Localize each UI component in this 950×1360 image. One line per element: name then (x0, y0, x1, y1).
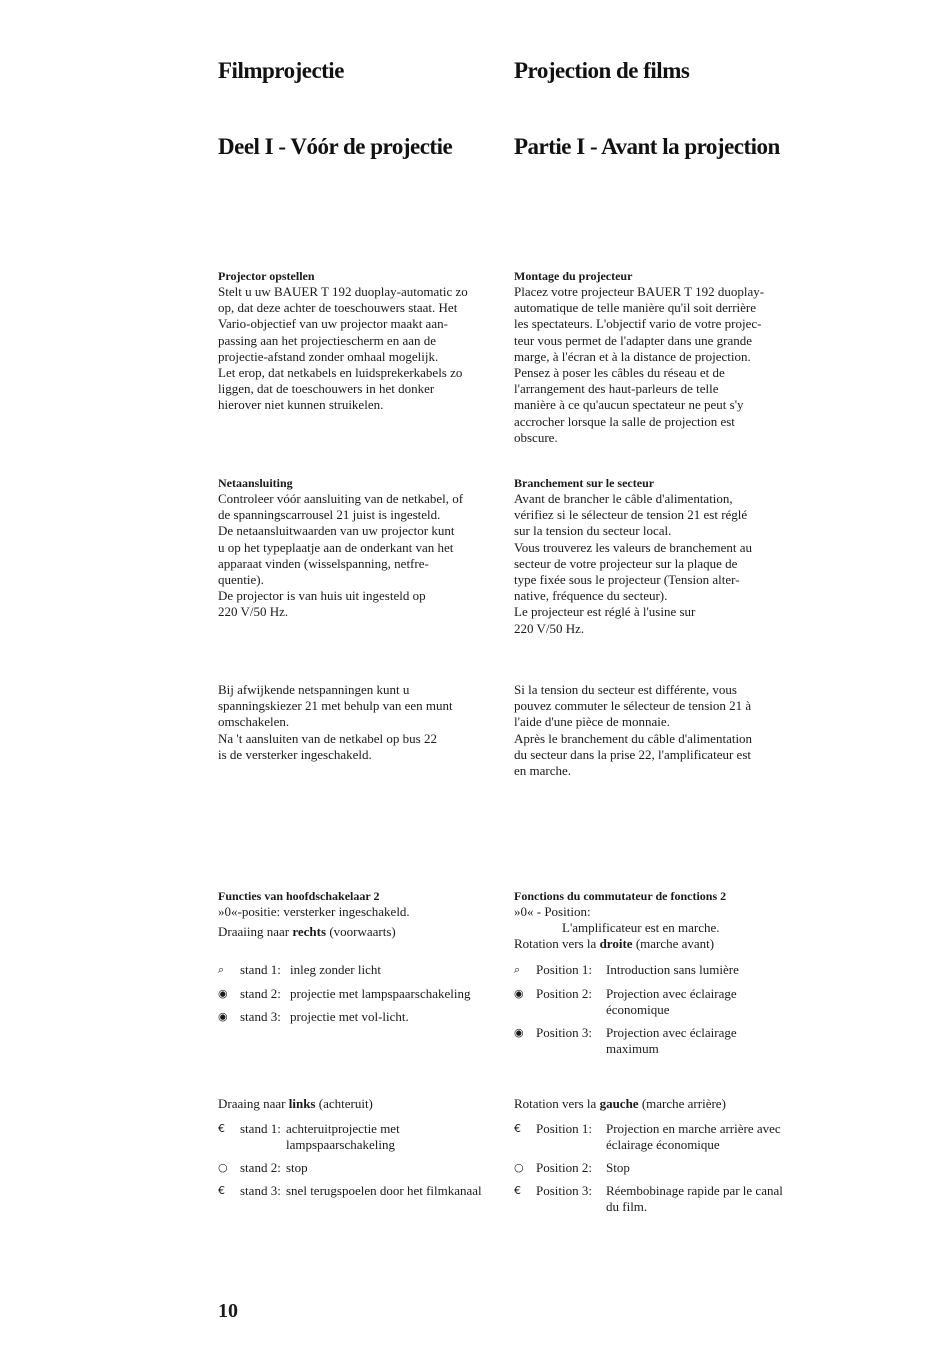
nl-setup-section (218, 268, 518, 414)
nl-main-title: Filmprojectie (218, 58, 344, 83)
nl-part-title-block (218, 134, 518, 160)
fr-reverse-text-2: Stop (606, 1160, 630, 1175)
nl-forward-item-1 (218, 962, 518, 978)
nl-reverse-item-2 (218, 1160, 518, 1176)
nl-forward-item-2 (218, 986, 518, 1002)
fr-forward-item-2 (514, 986, 814, 1018)
fr-forward-item-3 (514, 1025, 814, 1057)
fr-rotation-right (514, 936, 814, 952)
fr-reverse-text-1: Projection en marche arrière avec éclairage économique (606, 1121, 781, 1152)
fr-functions-section (514, 888, 814, 1068)
fr-reverse-item-1 (514, 1121, 814, 1153)
fr-zero-position: »0« - Position: (514, 904, 591, 919)
fr-reverse-item-3 (514, 1183, 814, 1215)
nl-reverse-text-3: snel terugspoelen door het filmkanaal (286, 1183, 482, 1198)
stop-icon: ○ (514, 1161, 524, 1174)
fr-reverse-label-3: Position 3: (536, 1183, 592, 1198)
nl-setup-title: Projector opstellen (218, 269, 315, 283)
fr-forward-text-3: Projection avec éclairage maximum (606, 1025, 737, 1056)
nl-forward-text-2: projectie met lampspaarschakeling (290, 986, 471, 1001)
nl-forward-text-1: inleg zonder licht (290, 962, 381, 977)
rewind-icon: € (514, 1184, 521, 1197)
fr-zero-text: L'amplificateur est en marche. (562, 920, 720, 936)
nl-reverse-label-1: stand 1: (240, 1121, 281, 1136)
lamp-economy-icon: ◉ (218, 987, 228, 1000)
nl-right-prefix: Draaiing naar (218, 924, 293, 940)
fr-reverse-item-2 (514, 1160, 814, 1176)
nl-reverse-text-1: achteruitprojectie met lampspaarschakeling (286, 1121, 400, 1152)
reverse-economy-icon: € (514, 1122, 521, 1135)
nl-part-title: Deel I - Vóór de projectie (218, 134, 453, 159)
nl-left-prefix: Draaing naar (218, 1096, 289, 1111)
nl-reverse-item-1 (218, 1121, 518, 1153)
fr-setup-section (514, 268, 814, 446)
nl-right-bold: rechts (292, 924, 327, 940)
fr-main-title: Projection de films (514, 58, 690, 83)
lamp-economy-icon: ◉ (514, 987, 524, 1000)
nl-reverse-text-2: stop (286, 1160, 308, 1175)
fr-mains-text: Avant de brancher le câble d'alimentation, vérifiez si le sélecteur de tension 21 est réglé sur la tension du secteur local. Vous trouverez les valeurs de branchement au secteur de votre projecteur sur la plaque de type fixée sous le projecteur (Tension alter- native, fréquence du secteur). Le projecteur est réglé à l'usine sur 220 V/50 Hz. (514, 491, 753, 636)
fr-reverse-section (514, 1096, 814, 1226)
fr-right-prefix: Rotation vers la (514, 936, 600, 952)
nl-mains-section (218, 475, 518, 621)
fr-part-title-block (514, 134, 814, 160)
fr-reverse-label-1: Position 1: (536, 1121, 592, 1136)
fr-right-suffix: (marche avant) (632, 936, 715, 952)
nl-functions-section (218, 888, 518, 1038)
nl-reverse-item-3 (218, 1183, 518, 1199)
nl-mains-text: Controleer vóór aansluiting van de netkabel, of de spanningscarrousel 21 juist is ingesteld. De netaansluitwaarden van uw projector kunt u op het typeplaatje aan de onderkant van het apparaat vinden (wisselspanning, netfre- quentie). De projector is van huis uit ingesteld op 220 V/50 Hz. (218, 491, 464, 620)
fr-voltage-text: Si la tension du secteur est différente, vous pouvez commuter le sélecteur de tension 21 à l'aide d'une pièce de monnaie. Après le branchement du câble d'alimentation du secteur dans la prise 22, l'amplificateur est en marche. (514, 682, 753, 779)
nl-voltage-text: Bij afwijkende netspanningen kunt u spanningskiezer 21 met behulp van een munt omschakelen. Na 't aansluiten van de netkabel op bus 22 is de versterker ingeschakeld. (218, 682, 453, 762)
fr-forward-text-1: Introduction sans lumière (606, 962, 739, 977)
fr-setup-title: Montage du projecteur (514, 269, 633, 283)
lamp-full-icon: ◉ (218, 1010, 228, 1023)
nl-forward-label-3: stand 3: (240, 1009, 281, 1024)
fr-voltage-section (514, 682, 814, 779)
load-icon: ⌕ (218, 963, 225, 976)
reverse-economy-icon: € (218, 1122, 225, 1135)
nl-right-suffix: (voorwaarts) (326, 924, 396, 940)
fr-part-title: Partie I - Avant la projection (514, 134, 780, 159)
page-number: 10 (218, 1300, 238, 1322)
load-icon: ⌕ (514, 963, 521, 976)
lamp-full-icon: ◉ (514, 1026, 524, 1039)
nl-forward-item-3 (218, 1009, 518, 1025)
fr-setup-text: Placez votre projecteur BAUER T 192 duoplay- automatique de telle manière qu'il soit derrière les spectateurs. L'objectif vario de votre projec- teur vous permet de l'adapter dans une grande marge, à l'écran et à la distance de projection. Pensez à poser les câbles du réseau et de l'arrangement des haut-parleurs de telle manière à ce qu'aucun spectateur ne peut s'y accrocher lorsque la salle de projection est obscure. (514, 284, 765, 445)
fr-main-title-block (514, 58, 814, 84)
fr-reverse-label-2: Position 2: (536, 1160, 592, 1175)
stop-icon: ○ (218, 1161, 228, 1174)
fr-left-suffix: (marche arrière) (638, 1096, 726, 1111)
nl-mains-title: Netaansluiting (218, 476, 293, 490)
nl-rotation-right (218, 924, 518, 940)
nl-left-bold: links (288, 1096, 316, 1111)
fr-forward-label-3: Position 3: (536, 1025, 592, 1040)
rewind-icon: € (218, 1184, 225, 1197)
fr-left-bold: gauche (599, 1096, 639, 1111)
nl-rotation-left (218, 1096, 518, 1112)
nl-functions-title: Functies van hoofdschakelaar 2 (218, 889, 380, 903)
fr-mains-section (514, 475, 814, 637)
nl-voltage-section (218, 682, 518, 763)
nl-zero-position: »0«-positie: versterker ingeschakeld. (218, 904, 410, 919)
fr-right-bold: droite (599, 936, 633, 952)
nl-reverse-label-3: stand 3: (240, 1183, 281, 1198)
fr-reverse-text-3: Réembobinage rapide par le canal du film. (606, 1183, 783, 1214)
fr-left-prefix: Rotation vers la (514, 1096, 600, 1111)
fr-functions-title: Fonctions du commutateur de fonctions 2 (514, 889, 727, 903)
fr-mains-title: Branchement sur le secteur (514, 476, 655, 490)
fr-forward-label-2: Position 2: (536, 986, 592, 1001)
nl-forward-label-2: stand 2: (240, 986, 281, 1001)
nl-reverse-label-2: stand 2: (240, 1160, 281, 1175)
fr-forward-text-2: Projection avec éclairage économique (606, 986, 737, 1017)
nl-setup-text: Stelt u uw BAUER T 192 duoplay-automatic zo op, dat deze achter de toeschouwers staat. Het Vario-objectief van uw projector maakt aan- passing aan het projectiescherm en aan de projectie-afstand zonder omhaal mogelijk. Let erop, dat netkabels en luidsprekerkabels zo liggen, dat de toeschouwers in het donker hierover niet kunnen struikelen. (218, 284, 468, 413)
nl-main-title-block (218, 58, 518, 84)
nl-reverse-section (218, 1096, 518, 1226)
fr-forward-item-1 (514, 962, 814, 978)
nl-forward-text-3: projectie met vol-licht. (290, 1009, 409, 1024)
nl-left-suffix: (achteruit) (315, 1096, 373, 1111)
fr-forward-label-1: Position 1: (536, 962, 592, 977)
nl-forward-label-1: stand 1: (240, 962, 281, 977)
fr-rotation-left (514, 1096, 814, 1112)
